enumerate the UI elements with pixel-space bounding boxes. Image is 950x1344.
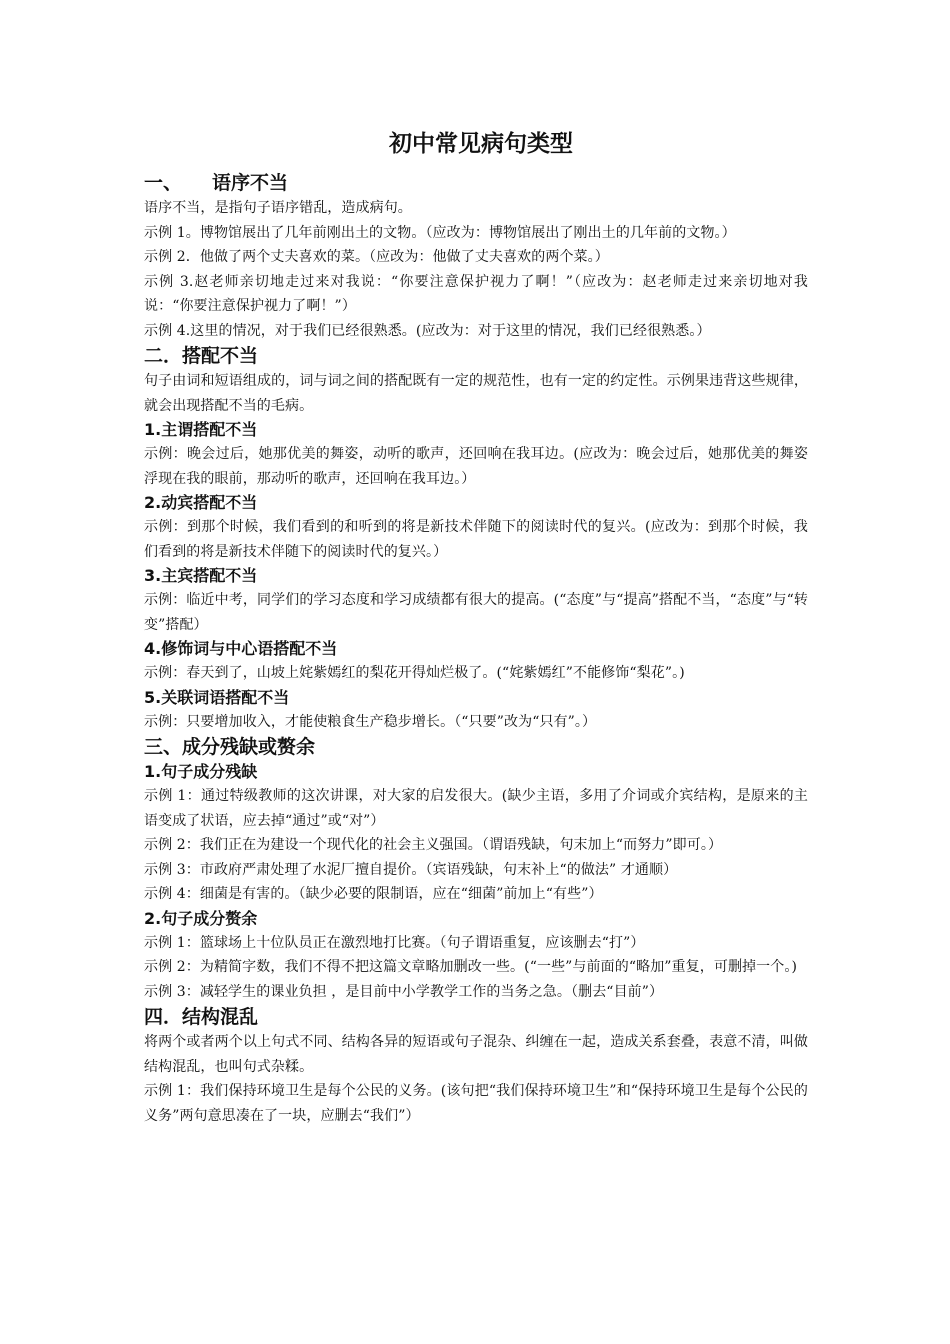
paragraph: 示例：晚会过后，她那优美的舞姿，动听的歌声，还回响在我耳边。(应改为：晚会过后，她那优美的舞姿浮现在我的眼前，那动听的歌声，还回响在我耳边。） (144, 446, 808, 487)
section-title: 语序不当 (212, 172, 289, 194)
paragraph: 示例 3.赵老师亲切地走过来对我说：“你要注意保护视力了啊！”（应改为：赵老师走过来亲切地对我说：“你要注意保护视力了啊！”） (144, 273, 808, 314)
paragraph: 示例 3：减轻学生的课业负担 ，是目前中小学教学工作的当务之急。（删去“目前”） (144, 983, 664, 1000)
paragraph: 示例 1：我们保持环境卫生是每个公民的义务。(该句把“我们保持环境卫生”和“保持环境卫生是每个公民的义务”两句意思凑在了一块，应删去“我们”） (144, 1083, 808, 1124)
section-heading (144, 1004, 808, 1030)
paragraph: 示例：到那个时候，我们看到的和听到的将是新技术伴随下的阅读时代的复兴。(应改为：到那个时候，我们看到的将是新技术伴随下的阅读时代的复兴。） (144, 519, 808, 560)
subsection-heading: 2.动宾搭配不当 (144, 493, 258, 512)
section-heading (144, 734, 808, 760)
subsection-heading: 4.修饰词与中心语搭配不当 (144, 639, 338, 658)
paragraph: 示例 4：细菌是有害的。（缺少必要的限制语，应在“细菌”前加上“有些”） (144, 886, 603, 902)
paragraph: 示例 2．他做了两个丈夫喜欢的菜。（应改为：他做了丈夫喜欢的两个菜。） (144, 249, 609, 265)
paragraph: 将两个或者两个以上句式不同、结构各异的短语或句子混杂、纠缠在一起，造成关系套叠，表意不清，叫做结构混乱，也叫句式杂糅。 (144, 1034, 808, 1075)
paragraph: 示例 4.这里的情况，对于我们已经很熟悉。(应改为：对于这里的情况，我们已经很熟悉。） (144, 322, 711, 339)
section-3 (144, 734, 808, 1004)
section-number: 三、 (144, 736, 183, 758)
paragraph: 示例 2：为精简字数，我们不得不把这篇文章略加删改一些。(“一些”与前面的“略加”重复，可删掉一个。) (144, 959, 798, 975)
paragraph: 语序不当，是指句子语序错乱，造成病句。 (144, 200, 412, 216)
section-heading (144, 343, 808, 369)
section-title: 结构混乱 (182, 1006, 259, 1028)
paragraph: 示例：只要增加收入，才能使粮食生产稳步增长。（“只要”改为“只有”。） (144, 713, 597, 730)
paragraph: 示例 1：通过特级教师的这次讲课，对大家的启发很大。(缺少主语，多用了介词或介宾结构，是原来的主语变成了状语，应去掉“通过”或“对”） (144, 788, 808, 829)
subsection-heading: 1.句子成分残缺 (144, 762, 258, 781)
paragraph: 示例：临近中考，同学们的学习态度和学习成绩都有很大的提高。(“态度”与“提高”搭配不当，“态度”与“转变”搭配） (144, 592, 808, 633)
subsection-heading: 5.关联词语搭配不当 (144, 687, 290, 707)
section-2 (144, 343, 808, 734)
paragraph: 示例 3：市政府严肃处理了水泥厂擅自提价。（宾语残缺，句末补上“的做法” 才通顺） (144, 861, 678, 878)
section-number: 二． (144, 345, 183, 367)
paragraph: 句子由词和短语组成的，词与词之间的搭配既有一定的规范性，也有一定的约定性。示例果违背这些规律，就会出现搭配不当的毛病。 (144, 373, 808, 414)
subsection-heading: 1.主谓搭配不当 (144, 420, 258, 439)
document-title: 初中常见病句类型 (389, 131, 573, 157)
section-title: 成分残缺或赘余 (182, 736, 316, 758)
paragraph: 示例 1：篮球场上十位队员正在激烈地打比赛。（句子谓语重复，应该删去“打”） (144, 934, 645, 951)
section-number: 一、 (144, 172, 183, 194)
paragraph: 示例 2：我们正在为建设一个现代化的社会主义强国。（谓语残缺，句末加上“而努力”即可。） (144, 837, 723, 853)
document-page (144, 128, 808, 1128)
section-4 (144, 1004, 808, 1128)
paragraph: 示例 1。博物馆展出了几年前刚出土的文物。（应改为：博物馆展出了刚出土的几年前的文物。） (144, 224, 736, 241)
section-heading (144, 170, 808, 196)
paragraph: 示例：春天到了，山坡上姹紫嫣红的梨花开得灿烂极了。(“姹紫嫣红”不能修饰“梨花”。) (144, 665, 685, 681)
section-number: 四． (144, 1006, 183, 1028)
subsection-heading: 2.句子成分赘余 (144, 908, 258, 928)
subsection-heading: 3.主宾搭配不当 (144, 566, 258, 585)
section-1 (144, 170, 808, 343)
section-title: 搭配不当 (182, 345, 259, 367)
